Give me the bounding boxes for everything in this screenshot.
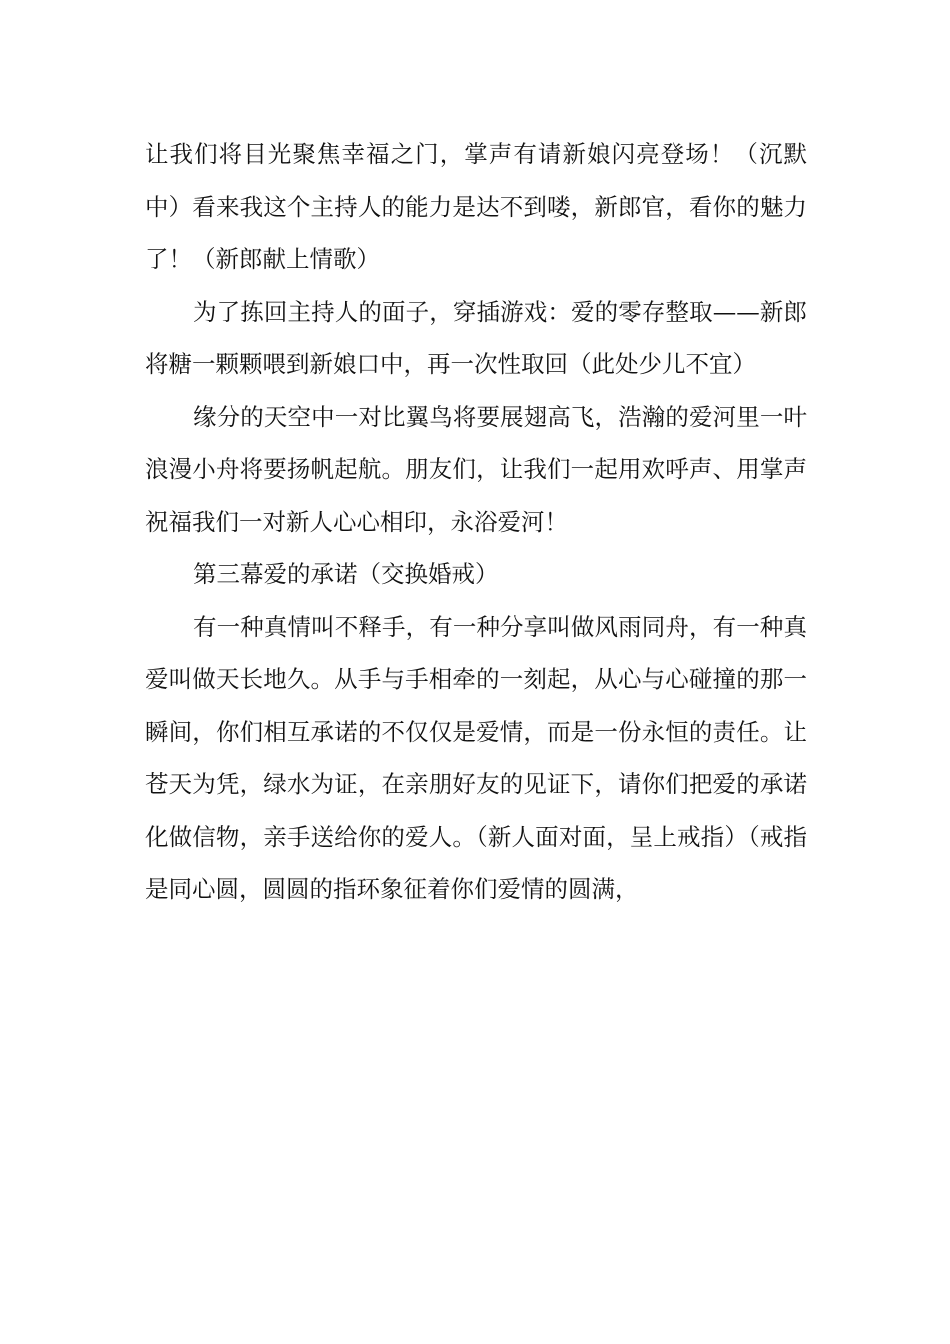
paragraph-4: 有一种真情叫不释手，有一种分享叫做风雨同舟，有一种真爱叫做天长地久。从手与手相牵的一刻起，从心与心碰撞的那一瞬间，你们相互承诺的不仅仅是爱情，而是一份永恒的责任。让苍天为凭，绿水为证，在亲朋好友的见证下，请你们把爱的承诺化做信物，亲手送给你的爱人。（新人面对面，呈上戒指）（戒指是同心圆，圆圆的指环象征着你们爱情的圆满，	[145, 612, 807, 903]
section-heading: 第三幕爱的承诺（交换婚戒）	[193, 560, 499, 588]
paragraph-2: 为了拣回主持人的面子，穿插游戏：爱的零存整取——新郎将糖一颗颗喂到新娘口中，再一次性取回（此处少儿不宜）	[145, 297, 807, 378]
paragraph-1: 让我们将目光聚焦幸福之门，掌声有请新娘闪亮登场！（沉默中）看来我这个主持人的能力是达不到喽，新郎官，看你的魅力了！（新郎献上情歌）	[145, 140, 807, 273]
document-body	[145, 128, 807, 916]
paragraph-3: 缘分的天空中一对比翼鸟将要展翅高飞，浩瀚的爱河里一叶浪漫小舟将要扬帆起航。朋友们，让我们一起用欢呼声、用掌声祝福我们一对新人心心相印，永浴爱河！	[145, 402, 807, 536]
